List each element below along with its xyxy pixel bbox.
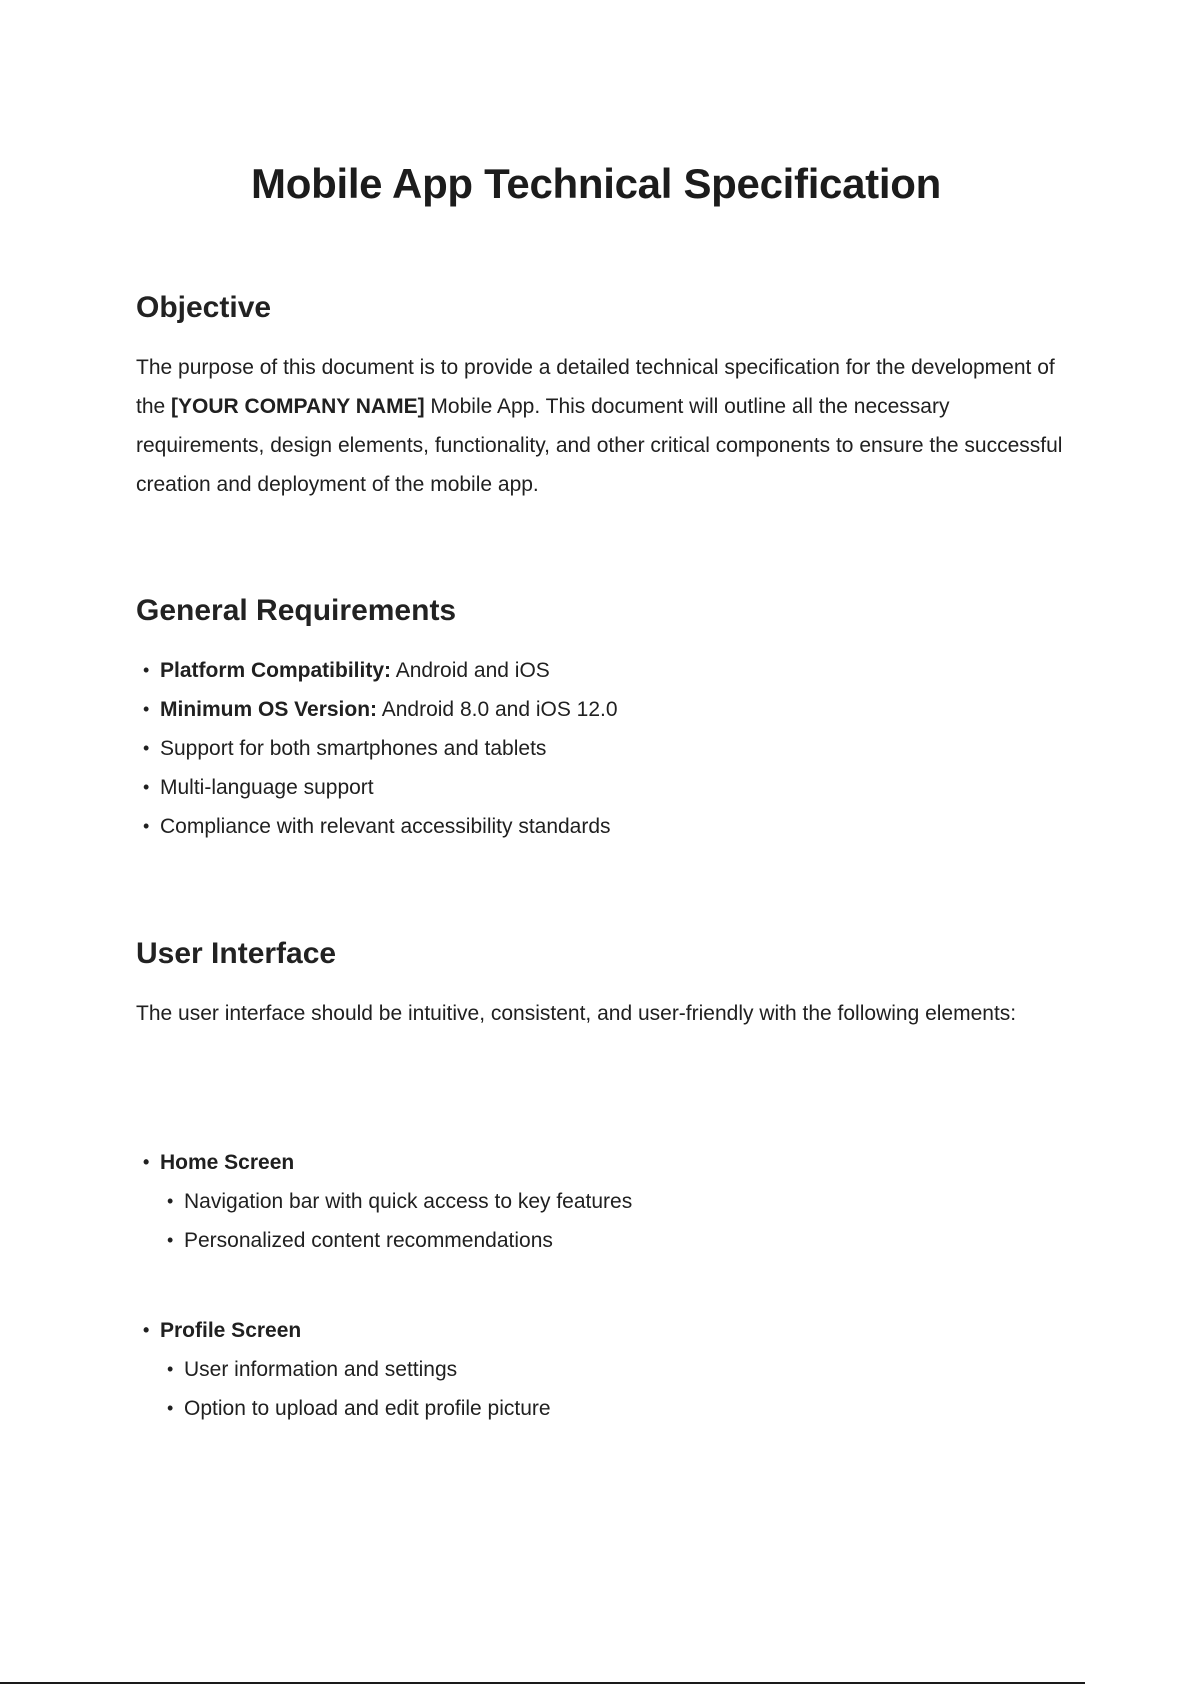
user-interface-intro: The user interface should be intuitive, consistent, and user-friendly with the following elements:	[136, 1002, 1017, 1025]
general-requirements-heading: General Requirements	[136, 594, 457, 627]
home-screen-group	[136, 1143, 1076, 1260]
requirement-text: Compliance with relevant accessibility standards	[160, 815, 611, 838]
home-screen-item-navigation: • Navigation bar with quick access to key features	[160, 1182, 1076, 1221]
objective-heading: Objective	[136, 291, 272, 324]
profile-screen-item-settings: • User information and settings	[160, 1350, 1076, 1389]
requirement-label: Platform Compatibility:	[160, 659, 392, 682]
home-screen-title: • Home Screen	[136, 1143, 1076, 1182]
objective-text-after: Mobile App. This document will outline all the necessary requirements, design elements, functionality, and other critical components to ensure the successful creation and deployment of the mobile app.	[136, 395, 1063, 496]
user-interface-section	[136, 936, 1076, 1033]
objective-section	[136, 290, 1076, 504]
requirement-item-min-os	[136, 690, 1076, 729]
page-bottom-rule	[0, 1682, 1085, 1684]
profile-screen-title: • Profile Screen	[136, 1311, 1076, 1350]
home-screen-sublist	[160, 1182, 1076, 1260]
general-requirements-list	[136, 651, 1076, 846]
profile-screen-group	[136, 1311, 1076, 1428]
user-interface-heading: User Interface	[136, 937, 337, 970]
general-requirements-section	[136, 593, 1076, 846]
requirement-text: Android 8.0 and iOS 12.0	[377, 698, 618, 721]
requirement-text: Android and iOS	[391, 659, 550, 682]
requirement-text: Support for both smartphones and tablets	[160, 737, 547, 760]
requirement-label: Minimum OS Version:	[160, 698, 378, 721]
requirement-item-accessibility	[136, 807, 1076, 846]
profile-screen-sublist	[160, 1350, 1076, 1428]
requirement-item-devices	[136, 729, 1076, 768]
profile-screen-list	[136, 1311, 1076, 1350]
requirement-item-platform	[136, 651, 1076, 690]
home-screen-list	[136, 1143, 1076, 1182]
home-screen-item-recommendations: • Personalized content recommendations	[160, 1221, 1076, 1260]
requirement-text: Multi-language support	[160, 776, 374, 799]
objective-text-before: The purpose of this document is to provide a detailed technical specification for the development of the	[136, 356, 1055, 418]
objective-paragraph	[136, 348, 1076, 504]
company-name-placeholder: [YOUR COMPANY NAME]	[171, 395, 425, 418]
document-title: Mobile App Technical Specification	[251, 160, 941, 207]
profile-screen-item-picture: • Option to upload and edit profile picture	[160, 1389, 1076, 1428]
requirement-item-languages	[136, 768, 1076, 807]
